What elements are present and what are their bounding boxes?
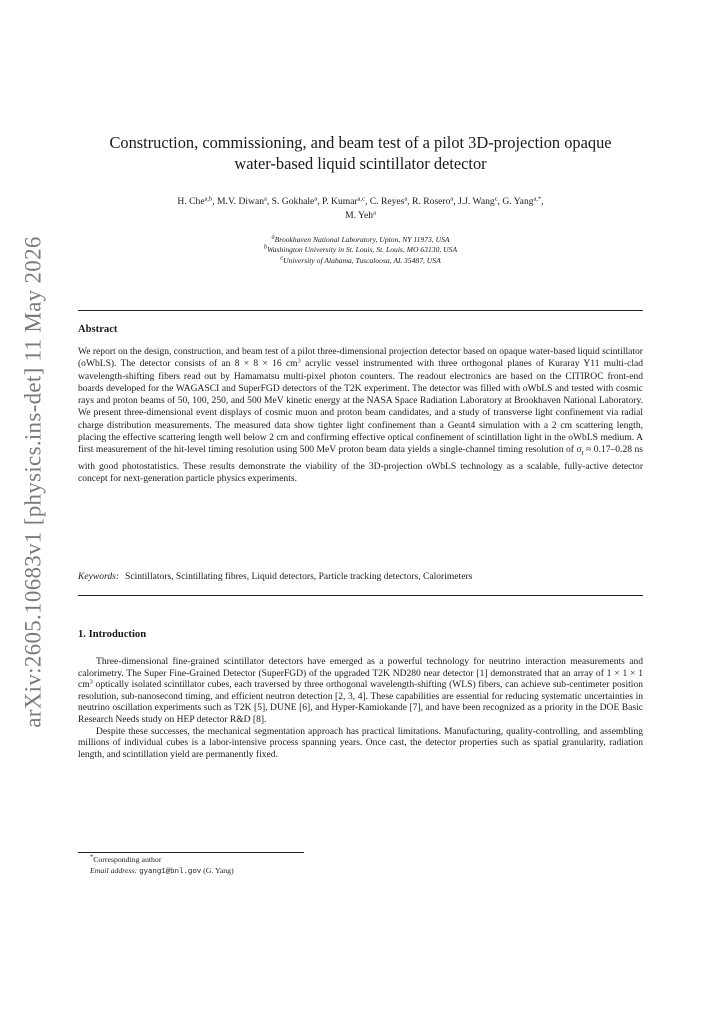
abstract-text-2: acrylic vessel instrumented with three orthogonal planes of Kuraray Y11 multi-clad wavelength-shifting fibers read out by Hamamatsu multi-pixel photon counters. The readout electronics are based on the CITIROC front-end boards developed for the WAGASCI and SuperFGD detectors of the T2K experiment. The detector was filled with oWbLS and tested with cosmic rays and proton beams of 50, 100, 250, and 500 MeV kinetic energy at the NASA Space Radiation Laboratory at Brookhaven National Laboratory. We present three-dimensional event displays of cosmic muon and proton beam candidates, and a study of transverse light confinement via radial charge distribution measurements. The measured data show tighter light confinement than a Geant4 simulation with a 2 cm scattering length, placing the effective scattering length well below 2 cm and confirming effective optical confinement of scintillation light in the oWbLS medium. A first measurement of the hit-level timing resolution using 500 MeV proton beam data yields a single-channel timing resolution of σ <box>78 358 643 456</box>
author-affiliation-marker: c <box>494 195 498 203</box>
author-affiliation-marker: a <box>314 195 318 203</box>
footnote-email-link[interactable]: gyang1@bnl.gov <box>139 867 202 876</box>
affiliation-marker: a <box>271 233 275 241</box>
author-name: C. Reyes <box>369 196 405 207</box>
author-name: P. Kumar <box>321 196 358 207</box>
affiliation <box>78 235 643 245</box>
footnote-corresponding-text: Corresponding author <box>93 855 162 864</box>
author-list-line-1 <box>78 195 643 209</box>
author-affiliation-marker: a,b <box>204 195 213 203</box>
footnote <box>90 855 234 877</box>
intro-cube-exponent: 3 <box>89 678 93 686</box>
paper-title-line-1: Construction, commissioning, and beam test of a pilot 3D-projection opaque <box>109 133 612 152</box>
footnote-email-name: (G. Yang) <box>201 865 234 875</box>
author-affiliation-marker: a <box>404 195 408 203</box>
intro-p1-text-a: Three-dimensional fine-grained scintillator detectors have emerged as a powerful technology for neutrino interaction measurements and calorimetry. The Super Fine-Grained Detector (SuperFGD) of the upgraded T2K ND280 near detector [1] demonstrated that an array of 1 × 1 × 1 cm <box>78 656 643 691</box>
author-separator: , <box>364 196 370 207</box>
footnote-email-line <box>90 866 234 878</box>
affiliation-text: Washington University in St. Louis, St. Louis, MO 63130, USA <box>267 245 458 255</box>
abstract-sigma-subscript: t <box>581 450 584 458</box>
introduction-paragraph-1 <box>78 656 643 726</box>
author-affiliation-marker: a,* <box>533 195 542 203</box>
author-affiliation-marker: a <box>450 195 454 203</box>
footnote-rule <box>78 852 304 853</box>
abstract-bottom-rule <box>78 595 643 596</box>
author-name: J.J. Wang <box>458 196 495 207</box>
keywords-line <box>78 571 643 583</box>
abstract-heading: Abstract <box>78 324 118 335</box>
introduction-body <box>78 656 643 760</box>
author-name: R. Rosero <box>412 196 451 207</box>
affiliation <box>78 245 643 255</box>
author <box>412 196 458 207</box>
footnote-email-label: Email address: <box>90 865 138 875</box>
section-heading-introduction: 1. Introduction <box>78 629 147 640</box>
paper-title-line-2: water-based liquid scintillator detector <box>234 154 487 173</box>
affiliation <box>78 256 643 266</box>
author-separator: , <box>317 196 322 207</box>
author-separator: , <box>407 196 413 207</box>
author-name: M. Yeh <box>345 210 374 221</box>
paper-title <box>78 132 643 174</box>
keywords-label: Keywords: <box>78 571 120 582</box>
author <box>370 196 412 207</box>
author <box>177 196 217 207</box>
abstract-text-1: We report on the design, construction, and beam test of a pilot three-dimensional projection detector based on opaque water-based liquid scintillator (oWbLS). The detector consists of an 8 × 8 × 16 cm <box>78 346 643 370</box>
author <box>217 196 272 207</box>
affiliation-marker: c <box>280 254 284 262</box>
footnote-corresponding <box>90 855 234 866</box>
abstract-cube-exponent: 3 <box>297 357 301 365</box>
author <box>458 196 502 207</box>
abstract-top-rule <box>78 310 643 311</box>
author-name: H. Che <box>177 196 205 207</box>
keywords-text: Scintillators, Scintillating fibres, Liquid detectors, Particle tracking detectors, Calorimeters <box>125 571 473 582</box>
author-affiliation-marker: a <box>373 209 376 217</box>
author <box>272 196 322 207</box>
author-name: M.V. Diwan <box>217 196 265 207</box>
author-separator: , <box>453 196 459 207</box>
abstract-text-3: ≈ 0.17–0.28 ns with good photostatistics. These results demonstrate the viability of the 3D-projection oWbLS technology as a scalable, fully-active detector concept for next-generation particle physics experiments. <box>78 444 643 484</box>
author-affiliation-marker: a,c <box>357 195 365 203</box>
introduction-paragraph-2: Despite these successes, the mechanical segmentation approach has practical limitations. Manufacturing, quality-controlling, and assembling millions of individual cubes is a labor-intensive process spanning years. Once cast, the detector properties such as spatial granularity, radiation length, and scintillation yield are permanently fixed. <box>78 725 643 760</box>
affiliation-marker: b <box>263 243 268 251</box>
author-separator: , <box>541 196 544 207</box>
author-list <box>78 195 643 223</box>
author-separator: , <box>497 196 503 207</box>
author-list-line-2 <box>78 209 643 223</box>
author <box>322 196 370 207</box>
affiliation-list <box>78 235 643 266</box>
author <box>502 196 543 207</box>
footnote-star: * <box>90 853 94 861</box>
arxiv-identifier-text: arXiv:2605.10683v1 [physics.ins-det] 11 May 2026 <box>21 236 47 728</box>
author <box>345 210 376 221</box>
affiliation-text: Brookhaven National Laboratory, Upton, NY 11973, USA <box>274 235 450 244</box>
author-name: S. Gokhale <box>271 196 315 207</box>
affiliation-text: University of Alabama, Tuscaloosa, AL 35487, USA <box>283 255 441 265</box>
author-name: G. Yang <box>502 196 534 207</box>
author-affiliation-marker: a <box>264 195 267 203</box>
author-separator: , <box>266 196 272 207</box>
arxiv-identifier-stamp <box>14 236 54 728</box>
abstract-body <box>78 346 643 485</box>
intro-p1-text-b: optically isolated scintillator cubes, each traversed by three orthogonal wavelength-shifting (WLS) fibers, can achieve sub-centimeter position resolution, sub-nanosecond timing, and efficient neutron detection [2, 3, 4]. These capabilities are essential for reducing systematic uncertainties in neutrino oscillation experiments such as T2K [5], DUNE [6], and Hyper-Kamiokande [7], and have been recognized as a priority in the DOE Basic Research Needs study on HEP detector R&D [8]. <box>78 679 643 725</box>
author-separator: , <box>212 196 218 207</box>
